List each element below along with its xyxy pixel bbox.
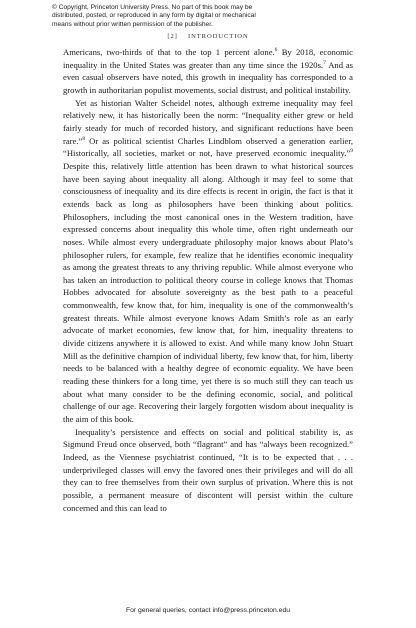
footnote-ref[interactable]: 7 (323, 59, 326, 66)
paragraph-text: Inequality’s persistence and effects on social and political stability is, as Sigmund Freud once observed, both “flagrant” and has “always been recognized.” Indeed, as the Viennese psychiatrist continued, “It is to be expected that . . . underprivileged classes will envy the favored ones their privileges and will do all they can to free themselves from their own surplus of privation. Where this is not possible, a permanent measure of discontent will persist within the culture concerned and this can lead to (63, 426, 353, 513)
footnote-ref[interactable]: 8 (82, 135, 86, 142)
copyright-line: means without prior written permission of the publisher. (52, 20, 213, 28)
footer-contact: For general queries, contact info@press.princeton.edu (125, 607, 291, 614)
running-head (0, 33, 416, 40)
paragraph-text: Despite this, relatively little attention has been drawn to what historical sources have been saying about inequality all along. Although it may feel to some that consciousness of inequality and its dire effects is recent in origin, the fact is that it extends back as long as philosophers have been thinking about politics. Philosophers, including the most canonical ones in the Western tradition, have expressed concerns about inequality this whole time, often right underneath our noses. While almost every undergraduate philosophy major knows about Plato’s philosopher rulers, for example, few realize that he identifies economic inequality as among the greatest threats to any thriving republic. While almost everyone who has taken an introduction to political theory course in college knows that Thomas Hobbes advocated for absolute sovereignty as the best path to a peaceful commonwealth, few know that, for him, inequality is one of the commonwealth’s greatest threats. While almost everyone knows Adam Smith’s role as an early advocate of market economies, few know that, for him, inequality threatens to divide citizens anywhere it is allowed to exist. And while many know John Stuart Mill as the definitive champion of individual liberty, few know that, for him, liberty needs to be balanced with a healthy degree of economic equality. We have been reading these thinkers for a long time, yet there is so much still they can teach us about what many consider to be the defining economic, social, and political challenge of our age. Recovering their largely forgotten wisdom about inequality is the aim of this book. (63, 160, 353, 425)
footnote-ref[interactable]: 6 (274, 47, 278, 54)
page-number: [2] (167, 33, 178, 40)
paragraph-text: Americans, two-thirds of that to the top 1 percent alone. (63, 47, 275, 57)
footnote-ref[interactable]: 9 (350, 148, 353, 155)
section-title: INTRODUCTION (188, 33, 249, 40)
copyright-line: © Copyright, Princeton University Press. No part of this book may be (52, 4, 253, 11)
paragraph (63, 97, 353, 426)
paragraph-text: Yet as historian Walter Scheidel notes, although extreme inequality may feel relatively new, it has historically been the norm: “Inequality either grew or held fairly steady for much of recorded history, and significant reductions have been rare.” (63, 97, 353, 146)
paragraph-text: And as even casual observers have noted, this growth in inequality has corresponded to a growth in authoritarian populist movements, social distrust, and political instability. (63, 59, 354, 95)
paragraph (63, 46, 353, 97)
paragraph (63, 426, 353, 515)
paragraph-text: Or as political scientist Charles Lindblom observed a generation earlier, “Historically, all societies, market or not, have preserved economic inequality.” (63, 135, 353, 159)
body-text (63, 46, 353, 514)
paragraph-text: By 2018, economic inequality in the United States was greater than any time since the 1920s. (63, 47, 353, 70)
copyright-line: distributed, posted, or reproduced in any form by digital or mechanical (52, 12, 256, 20)
copyright-notice (52, 4, 372, 29)
